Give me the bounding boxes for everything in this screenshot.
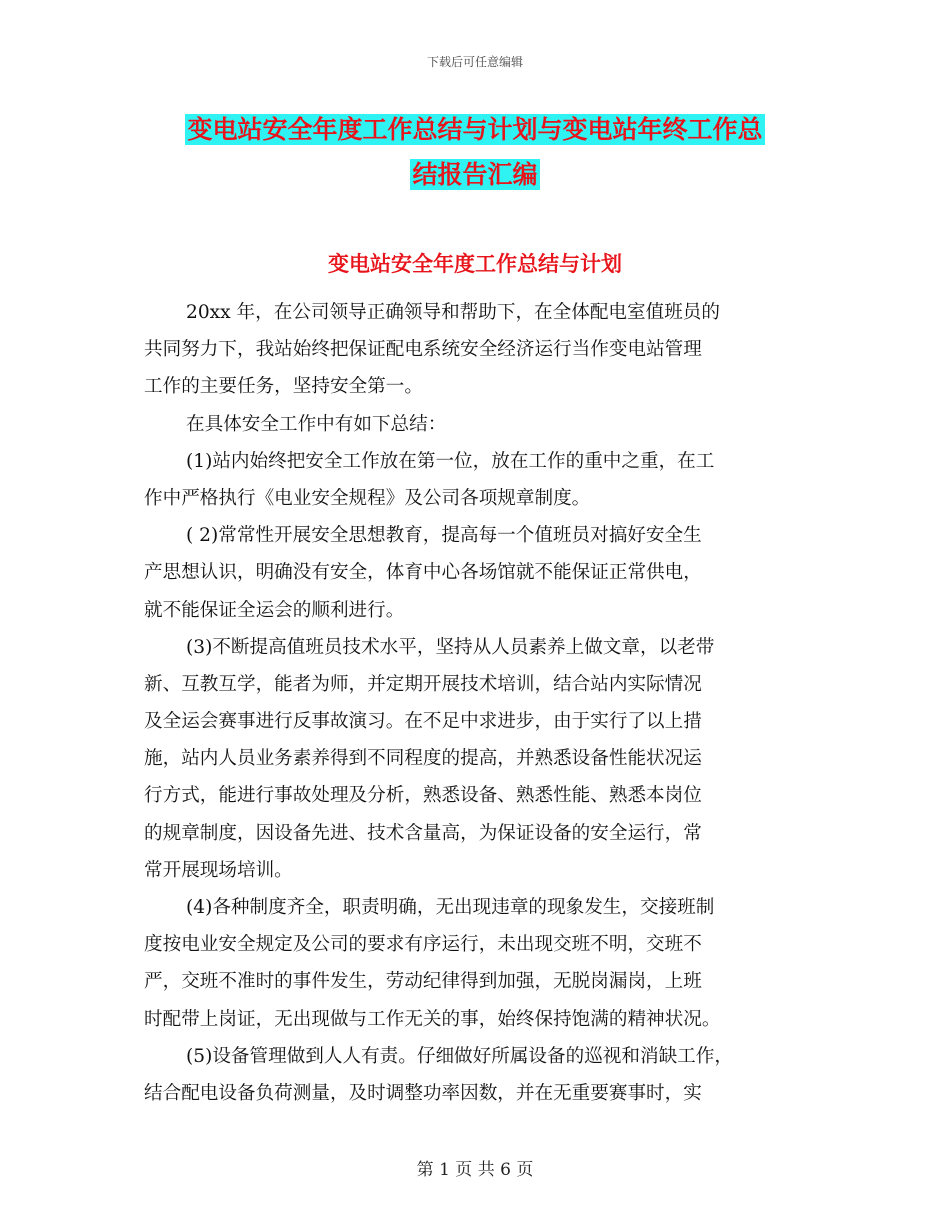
body-line: 在具体安全工作中有如下总结：: [186, 413, 447, 435]
page-header: 下载后可任意编辑: [426, 55, 523, 69]
document-title-line-1: [0, 113, 950, 147]
title-highlight-1: 变电站安全年度工作总结与计划与变电站年终工作总: [187, 115, 763, 144]
body-line: 时配带上岗证，无出现做与工作无关的事，始终保持饱满的精神状况。: [144, 1008, 721, 1030]
body-line: 及全运会赛事进行反事故演习。在不足中求进步，由于实行了以上措: [144, 711, 702, 733]
body-line: 新、互教互学，能者为师，并定期开展技术培训，结合站内实际情况: [144, 673, 702, 695]
body-line: (3)不断提高值班员技术水平，坚持从人员素养上做文章，以老带: [186, 636, 715, 658]
section-title: 变电站安全年度工作总结与计划: [328, 251, 622, 276]
document-title-line-2: [0, 158, 950, 192]
body-line: 结合配电设备负荷测量，及时调整功率因数，并在无重要赛事时，实: [144, 1082, 702, 1104]
body-line: 产思想认识，明确没有安全，体育中心各场馆就不能保证正常供电，: [144, 562, 702, 584]
body-line: 20xx 年，在公司领导正确领导和帮助下，在全体配电室值班员的: [186, 302, 720, 323]
document-body: [144, 294, 824, 1112]
body-line: 施，站内人员业务素养得到不同程度的提高，并熟悉设备性能状况运: [144, 748, 702, 770]
title-highlight-2: 结报告汇编: [412, 160, 538, 189]
body-line: 行方式，能进行事故处理及分析，熟悉设备、熟悉性能、熟悉本岗位: [144, 785, 702, 807]
page-footer: 第 1 页 共 6 页: [416, 1160, 534, 1180]
body-line: (5)设备管理做到人人有责。仔细做好所属设备的巡视和消缺工作，: [186, 1045, 733, 1067]
body-line: 度按电业安全规定及公司的要求有序运行，未出现交班不明，交班不: [144, 934, 702, 956]
body-line: (4)各种制度齐全，职责明确，无出现违章的现象发生，交接班制: [186, 897, 715, 918]
body-line: 作中严格执行《电业安全规程》及公司各项规章制度。: [144, 487, 591, 509]
body-line: 常开展现场培训。: [144, 859, 293, 881]
body-line: 严，交班不准时的事件发生，劳动纪律得到加强，无脱岗漏岗，上班: [144, 971, 702, 993]
body-line: (1)站内始终把安全工作放在第一位，放在工作的重中之重，在工: [186, 450, 715, 472]
body-line: ( 2)常常性开展安全思想教育，提高每一个值班员对搞好安全生: [186, 525, 702, 547]
body-line: 就不能保证全运会的顺利进行。: [144, 599, 405, 621]
body-line: 共同努力下，我站始终把保证配电系统安全经济运行当作变电站管理: [144, 339, 702, 361]
body-line: 工作的主要任务，坚持安全第一。: [144, 376, 423, 398]
body-line: 的规章制度，因设备先进、技术含量高，为保证设备的安全运行，常: [144, 822, 702, 844]
